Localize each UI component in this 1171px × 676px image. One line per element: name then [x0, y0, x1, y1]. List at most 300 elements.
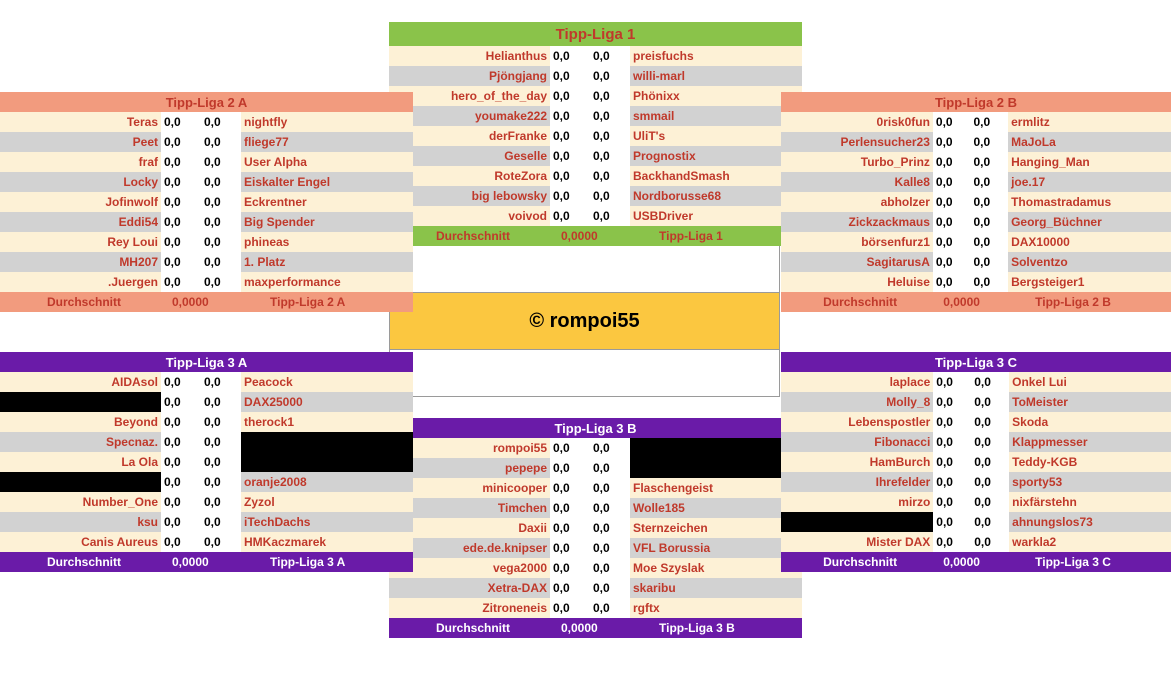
table-row — [389, 598, 802, 618]
player-name-right: Zyzol — [241, 492, 413, 512]
avg-liga: Tipp-Liga 2 A — [270, 295, 346, 309]
score-right: 0,0 — [590, 46, 630, 66]
player-name-right: Prognostix — [630, 146, 802, 166]
player-name-left: börsenfurz1 — [781, 232, 933, 252]
table-row — [781, 152, 1171, 172]
player-name-left: rompoi55 — [389, 438, 550, 458]
player-name-right: smmail — [630, 106, 802, 126]
score-right: 0,0 — [201, 272, 241, 292]
score-right: 0,0 — [971, 492, 1009, 512]
player-name-left: voivod — [389, 206, 550, 226]
player-name-right: HMKaczmarek — [241, 532, 413, 552]
score-left: 0,0 — [550, 106, 590, 126]
table-row — [781, 132, 1171, 152]
player-name-right: oranje2008 — [241, 472, 413, 492]
score-left: 0,0 — [161, 232, 201, 252]
copyright-banner: © rompoi55 — [389, 292, 780, 350]
avg-label: Durchschnitt — [823, 295, 898, 309]
score-left: 0,0 — [933, 272, 971, 292]
player-name-left: Locky — [0, 172, 161, 192]
table-row — [389, 498, 802, 518]
player-name-right: warkla2 — [1009, 532, 1171, 552]
name-blocked — [781, 512, 933, 532]
player-name-left: Teras — [0, 112, 161, 132]
score-right: 0,0 — [971, 452, 1009, 472]
player-name-left: La Ola — [0, 452, 161, 472]
score-right: 0,0 — [971, 252, 1009, 272]
score-right: 0,0 — [201, 492, 241, 512]
score-left: 0,0 — [933, 372, 971, 392]
name-blocked — [0, 472, 161, 492]
score-left: 0,0 — [550, 578, 590, 598]
score-right: 0,0 — [971, 432, 1009, 452]
score-left: 0,0 — [933, 172, 971, 192]
player-name-left: .Juergen — [0, 272, 161, 292]
player-name-left: Rey Loui — [0, 232, 161, 252]
player-name-left: MH207 — [0, 252, 161, 272]
player-name-left: laplace — [781, 372, 933, 392]
player-name-right: joe.17 — [1008, 172, 1171, 192]
score-right: 0,0 — [201, 132, 241, 152]
player-name-right: Skoda — [1009, 412, 1171, 432]
avg-label: Durchschnitt — [46, 555, 121, 569]
player-name-left: Lebenspostler — [781, 412, 933, 432]
score-left: 0,0 — [933, 152, 971, 172]
score-right: 0,0 — [201, 252, 241, 272]
score-left: 0,0 — [550, 46, 590, 66]
table-row — [781, 372, 1171, 392]
player-name-right: Eckrentner — [241, 192, 413, 212]
avg-value: 0,0000 — [172, 295, 209, 309]
score-left: 0,0 — [550, 206, 590, 226]
liga1-title: Tipp-Liga 1 — [389, 22, 802, 46]
player-name-left: Eddi54 — [0, 212, 161, 232]
avg-value: 0,0000 — [943, 555, 980, 569]
table-row — [389, 206, 802, 226]
table-row — [0, 112, 413, 132]
score-right: 0,0 — [590, 86, 630, 106]
table-row — [389, 146, 802, 166]
avg-value: 0,0000 — [561, 229, 598, 243]
table-row — [781, 212, 1171, 232]
score-left: 0,0 — [161, 132, 201, 152]
player-name-right: nightfly — [241, 112, 413, 132]
table-row — [781, 192, 1171, 212]
score-left: 0,0 — [550, 186, 590, 206]
table-row — [389, 438, 802, 458]
score-left: 0,0 — [161, 532, 201, 552]
score-right: 0,0 — [971, 152, 1009, 172]
player-name-right: ahnungslos73 — [1009, 512, 1171, 532]
table-row — [781, 492, 1171, 512]
player-name-left: Pjöngjang — [389, 66, 550, 86]
player-name-right: skaribu — [630, 578, 802, 598]
table-row — [389, 126, 802, 146]
player-name-left: ede.de.knipser — [389, 538, 550, 558]
score-left: 0,0 — [933, 132, 971, 152]
player-name-right: nixfärstehn — [1009, 492, 1171, 512]
score-right: 0,0 — [971, 372, 1009, 392]
player-name-right: USBDriver — [630, 206, 802, 226]
table-row — [781, 252, 1171, 272]
player-name-left: Geselle — [389, 146, 550, 166]
score-right: 0,0 — [201, 392, 241, 412]
score-left: 0,0 — [933, 492, 971, 512]
player-name-left: Mister DAX — [781, 532, 933, 552]
name-blocked — [630, 438, 802, 458]
avg-value: 0,0000 — [943, 295, 980, 309]
player-name-right: rgftx — [630, 598, 802, 618]
score-right: 0,0 — [971, 412, 1009, 432]
avg-liga: Tipp-Liga 3 C — [1035, 555, 1111, 569]
player-name-left: Heluise — [781, 272, 933, 292]
score-left: 0,0 — [933, 412, 971, 432]
table-row — [0, 412, 413, 432]
table-liga2b-avg — [781, 292, 1171, 312]
table-liga3c — [781, 352, 1171, 552]
score-left: 0,0 — [933, 452, 971, 472]
score-left: 0,0 — [933, 252, 971, 272]
score-right: 0,0 — [590, 498, 630, 518]
table-row — [389, 106, 802, 126]
score-right: 0,0 — [971, 272, 1009, 292]
score-left: 0,0 — [161, 172, 201, 192]
avg-value: 0,0000 — [172, 555, 209, 569]
score-left: 0,0 — [550, 458, 590, 478]
score-left: 0,0 — [933, 432, 971, 452]
table-liga3a-avg — [0, 552, 413, 572]
player-name-left: abholzer — [781, 192, 933, 212]
player-name-right: Sternzeichen — [630, 518, 802, 538]
block-liga3c — [781, 352, 1171, 572]
table-row — [781, 172, 1171, 192]
player-name-left: Specnaz. — [0, 432, 161, 452]
player-name-right: Bergsteiger1 — [1008, 272, 1171, 292]
score-left: 0,0 — [550, 438, 590, 458]
player-name-right: Thomastradamus — [1008, 192, 1171, 212]
score-left: 0,0 — [550, 86, 590, 106]
player-name-right: Peacock — [241, 372, 413, 392]
score-left: 0,0 — [933, 192, 971, 212]
score-right: 0,0 — [590, 186, 630, 206]
score-right: 0,0 — [201, 532, 241, 552]
player-name-left: Daxii — [389, 518, 550, 538]
player-name-right: Wolle185 — [630, 498, 802, 518]
player-name-right: ermlitz — [1008, 112, 1171, 132]
name-blocked — [241, 452, 413, 472]
player-name-left: mirzo — [781, 492, 933, 512]
score-right: 0,0 — [201, 112, 241, 132]
player-name-left: vega2000 — [389, 558, 550, 578]
score-left: 0,0 — [161, 192, 201, 212]
score-left: 0,0 — [550, 66, 590, 86]
player-name-left: AIDAsol — [0, 372, 161, 392]
score-left: 0,0 — [161, 252, 201, 272]
player-name-left: Jofinwolf — [0, 192, 161, 212]
table-row — [781, 112, 1171, 132]
player-name-left: Turbo_Prinz — [781, 152, 933, 172]
player-name-left: Fibonacci — [781, 432, 933, 452]
score-left: 0,0 — [550, 126, 590, 146]
table-row — [781, 412, 1171, 432]
score-right: 0,0 — [201, 192, 241, 212]
table-row — [0, 132, 413, 152]
name-blocked — [630, 458, 802, 478]
table-row — [389, 186, 802, 206]
liga2a-title: Tipp-Liga 2 A — [0, 92, 413, 112]
player-name-right: Georg_Büchner — [1008, 212, 1171, 232]
table-row — [389, 558, 802, 578]
table-row — [0, 432, 413, 452]
player-name-left: Beyond — [0, 412, 161, 432]
player-name-right: iTechDachs — [241, 512, 413, 532]
table-row — [781, 532, 1171, 552]
player-name-left: ksu — [0, 512, 161, 532]
table-row — [0, 212, 413, 232]
avg-liga: Tipp-Liga 3 B — [659, 621, 735, 635]
score-left: 0,0 — [550, 478, 590, 498]
table-liga2b — [781, 92, 1171, 292]
score-right: 0,0 — [590, 518, 630, 538]
score-right: 0,0 — [590, 578, 630, 598]
table-row — [781, 472, 1171, 492]
player-name-right: Eiskalter Engel — [241, 172, 413, 192]
score-right: 0,0 — [201, 372, 241, 392]
player-name-right: Nordborusse68 — [630, 186, 802, 206]
score-right: 0,0 — [590, 458, 630, 478]
player-name-right: fliege77 — [241, 132, 413, 152]
player-name-left: minicooper — [389, 478, 550, 498]
player-name-right: Moe Szyslak — [630, 558, 802, 578]
player-name-right: Teddy-KGB — [1009, 452, 1171, 472]
score-right: 0,0 — [971, 532, 1009, 552]
table-row — [0, 232, 413, 252]
player-name-right: Hanging_Man — [1008, 152, 1171, 172]
player-name-left: fraf — [0, 152, 161, 172]
score-right: 0,0 — [590, 206, 630, 226]
score-right: 0,0 — [590, 166, 630, 186]
score-left: 0,0 — [161, 272, 201, 292]
score-left: 0,0 — [933, 532, 971, 552]
table-row — [0, 192, 413, 212]
player-name-left: derFranke — [389, 126, 550, 146]
score-left: 0,0 — [161, 472, 201, 492]
score-left: 0,0 — [161, 492, 201, 512]
score-left: 0,0 — [161, 432, 201, 452]
table-row — [389, 46, 802, 66]
player-name-left: Timchen — [389, 498, 550, 518]
player-name-right: DAX25000 — [241, 392, 413, 412]
spacer-white-2 — [389, 350, 780, 397]
score-right: 0,0 — [971, 172, 1009, 192]
player-name-right: willi-marl — [630, 66, 802, 86]
score-right: 0,0 — [590, 558, 630, 578]
score-left: 0,0 — [161, 112, 201, 132]
score-right: 0,0 — [971, 512, 1009, 532]
block-liga2a — [0, 92, 413, 312]
score-left: 0,0 — [161, 152, 201, 172]
player-name-right: Klappmesser — [1009, 432, 1171, 452]
avg-label: Durchschnitt — [46, 295, 121, 309]
player-name-left: 0risk0fun — [781, 112, 933, 132]
liga3c-title: Tipp-Liga 3 C — [781, 352, 1171, 372]
player-name-right: 1. Platz — [241, 252, 413, 272]
table-row — [781, 272, 1171, 292]
player-name-right: phineas — [241, 232, 413, 252]
score-right: 0,0 — [590, 146, 630, 166]
score-left: 0,0 — [933, 232, 971, 252]
player-name-left: youmake222 — [389, 106, 550, 126]
player-name-left: Xetra-DAX — [389, 578, 550, 598]
player-name-right: Phönixx — [630, 86, 802, 106]
table-row — [389, 518, 802, 538]
player-name-right: maxperformance — [241, 272, 413, 292]
score-right: 0,0 — [201, 432, 241, 452]
player-name-left: pepepe — [389, 458, 550, 478]
score-left: 0,0 — [933, 392, 971, 412]
table-row — [389, 86, 802, 106]
block-liga3a — [0, 352, 413, 572]
score-left: 0,0 — [550, 518, 590, 538]
table-row — [0, 492, 413, 512]
table-row — [781, 392, 1171, 412]
score-right: 0,0 — [201, 412, 241, 432]
score-right: 0,0 — [201, 212, 241, 232]
player-name-right: User Alpha — [241, 152, 413, 172]
player-name-right: therock1 — [241, 412, 413, 432]
table-row — [781, 452, 1171, 472]
score-left: 0,0 — [550, 538, 590, 558]
player-name-right: ToMeister — [1009, 392, 1171, 412]
liga3b-title: Tipp-Liga 3 B — [389, 418, 802, 438]
table-liga3b-avg — [389, 618, 802, 638]
player-name-left: Canis Aureus — [0, 532, 161, 552]
player-name-left: Ihrefelder — [781, 472, 933, 492]
score-right: 0,0 — [590, 106, 630, 126]
table-liga3b — [389, 418, 802, 618]
name-blocked — [241, 432, 413, 452]
player-name-left: HamBurch — [781, 452, 933, 472]
table-row — [781, 432, 1171, 452]
score-left: 0,0 — [161, 452, 201, 472]
score-right: 0,0 — [201, 232, 241, 252]
table-liga3c-avg — [781, 552, 1171, 572]
player-name-left: hero_of_the_day — [389, 86, 550, 106]
player-name-left: Helianthus — [389, 46, 550, 66]
liga3a-title: Tipp-Liga 3 A — [0, 352, 413, 372]
table-liga1 — [389, 22, 802, 226]
avg-liga: Tipp-Liga 2 B — [1035, 295, 1111, 309]
score-right: 0,0 — [971, 472, 1009, 492]
score-right: 0,0 — [590, 438, 630, 458]
table-liga1-avg — [389, 226, 802, 246]
score-left: 0,0 — [161, 212, 201, 232]
score-right: 0,0 — [201, 512, 241, 532]
score-left: 0,0 — [550, 598, 590, 618]
player-name-left: Molly_8 — [781, 392, 933, 412]
player-name-right: MaJoLa — [1008, 132, 1171, 152]
score-right: 0,0 — [590, 66, 630, 86]
player-name-right: Onkel Lui — [1009, 372, 1171, 392]
table-row — [0, 452, 413, 472]
table-row — [389, 166, 802, 186]
score-left: 0,0 — [933, 512, 971, 532]
table-row — [389, 478, 802, 498]
score-left: 0,0 — [161, 512, 201, 532]
table-liga2a-avg — [0, 292, 413, 312]
table-row — [781, 512, 1171, 532]
player-name-right: sporty53 — [1009, 472, 1171, 492]
player-name-right: UliT's — [630, 126, 802, 146]
player-name-right: DAX10000 — [1008, 232, 1171, 252]
score-left: 0,0 — [550, 498, 590, 518]
table-row — [0, 372, 413, 392]
table-row — [389, 538, 802, 558]
score-right: 0,0 — [590, 126, 630, 146]
block-liga1 — [389, 22, 802, 397]
table-row — [0, 512, 413, 532]
score-right: 0,0 — [971, 232, 1009, 252]
name-blocked — [0, 392, 161, 412]
table-row — [0, 152, 413, 172]
table-row — [389, 578, 802, 598]
score-right: 0,0 — [971, 392, 1009, 412]
player-name-left: SagitarusA — [781, 252, 933, 272]
player-name-left: Kalle8 — [781, 172, 933, 192]
score-right: 0,0 — [201, 452, 241, 472]
player-name-right: BackhandSmash — [630, 166, 802, 186]
score-right: 0,0 — [971, 192, 1009, 212]
avg-liga: Tipp-Liga 1 — [659, 229, 723, 243]
score-left: 0,0 — [933, 212, 971, 232]
table-row — [0, 272, 413, 292]
table-row — [0, 472, 413, 492]
table-row — [0, 392, 413, 412]
player-name-left: Zitroneneis — [389, 598, 550, 618]
avg-label: Durchschnitt — [435, 229, 510, 243]
player-name-left: Peet — [0, 132, 161, 152]
table-row — [0, 532, 413, 552]
score-left: 0,0 — [161, 412, 201, 432]
player-name-right: preisfuchs — [630, 46, 802, 66]
player-name-left: Number_One — [0, 492, 161, 512]
player-name-right: VFL Borussia — [630, 538, 802, 558]
player-name-left: Perlensucher23 — [781, 132, 933, 152]
player-name-left: big lebowsky — [389, 186, 550, 206]
player-name-left: RoteZora — [389, 166, 550, 186]
table-row — [0, 252, 413, 272]
score-right: 0,0 — [971, 212, 1009, 232]
liga2b-title: Tipp-Liga 2 B — [781, 92, 1171, 112]
avg-label: Durchschnitt — [435, 621, 510, 635]
score-right: 0,0 — [201, 172, 241, 192]
score-right: 0,0 — [590, 538, 630, 558]
score-right: 0,0 — [590, 598, 630, 618]
score-right: 0,0 — [590, 478, 630, 498]
spacer-white — [389, 246, 780, 292]
player-name-right: Big Spender — [241, 212, 413, 232]
score-left: 0,0 — [550, 166, 590, 186]
player-name-right: Solventzo — [1008, 252, 1171, 272]
table-row — [389, 458, 802, 478]
player-name-right: Flaschengeist — [630, 478, 802, 498]
block-liga2b — [781, 92, 1171, 312]
table-row — [781, 232, 1171, 252]
table-row — [0, 172, 413, 192]
avg-liga: Tipp-Liga 3 A — [270, 555, 346, 569]
score-left: 0,0 — [550, 146, 590, 166]
block-liga3b — [389, 418, 802, 638]
